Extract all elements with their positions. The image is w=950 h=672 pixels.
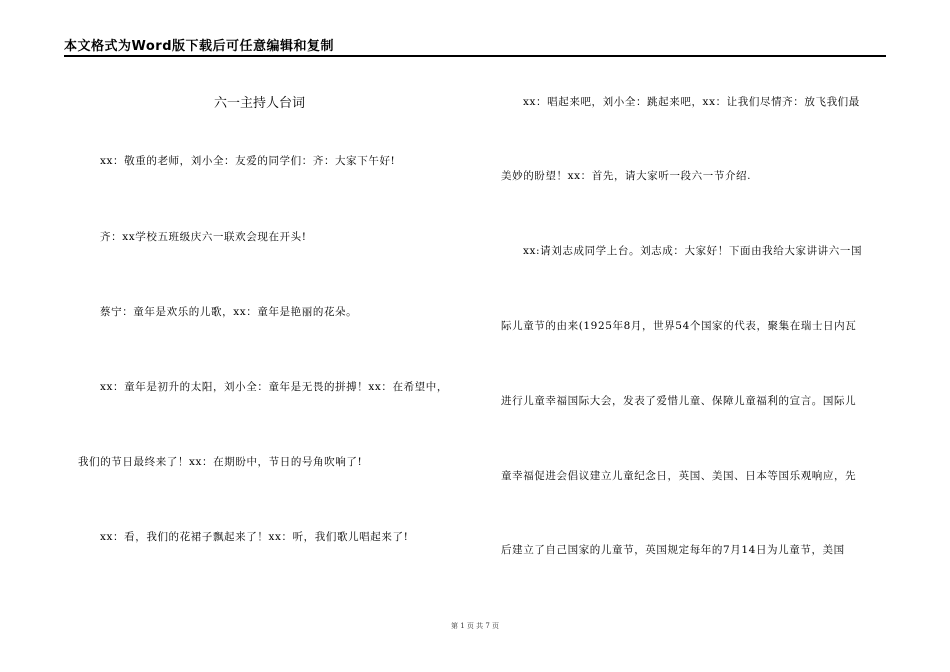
right-line: xx:请刘志成同学上台。刘志成：大家好！下面由我给大家讲讲六一国 bbox=[523, 245, 863, 257]
right-line: xx：唱起来吧，刘小全：跳起来吧，xx：让我们尽情齐：放飞我们最 bbox=[523, 96, 860, 108]
right-line: 美妙的盼望！xx：首先，请大家听一段六一节介绍. bbox=[501, 170, 752, 182]
left-line: xx：看，我们的花裙子飘起来了！xx：听，我们歌儿唱起来了! bbox=[100, 531, 409, 543]
right-line: 童幸福促进会倡议建立儿童纪念日，英国、美国、日本等国乐观响应，先 bbox=[501, 470, 857, 482]
page-indicator: 第 1 页 共 7 页 bbox=[450, 622, 500, 630]
left-line: 齐：xx学校五班级庆六一联欢会现在开头! bbox=[100, 231, 307, 243]
document-title: 六一主持人台词 bbox=[214, 96, 306, 111]
left-line: 蔡宁：童年是欢乐的儿歌，xx：童年是艳丽的花朵。 bbox=[100, 306, 358, 318]
left-line: xx：童年是初升的太阳，刘小全：童年是无畏的拼搏！xx：在希望中， bbox=[100, 381, 448, 393]
right-line: 进行儿童幸福国际大会，发表了爱惜儿童、保障儿童福利的宣言。国际儿 bbox=[501, 395, 857, 407]
left-line: 我们的节日最终来了！xx：在期盼中，节日的号角吹响了! bbox=[78, 456, 363, 468]
word-format-notice: 本文格式为Word版下载后可任意编辑和复制 bbox=[64, 39, 335, 54]
page-header bbox=[64, 33, 886, 57]
left-line: xx：敬重的老师，刘小全：友爱的同学们：齐：大家下午好! bbox=[100, 155, 396, 167]
right-line: 际儿童节的由来(1925年8月，世界54个国家的代表，聚集在瑞士日内瓦 bbox=[501, 320, 857, 332]
right-line: 后建立了自己国家的儿童节，英国规定每年的7月14日为儿童节，美国 bbox=[501, 544, 845, 556]
